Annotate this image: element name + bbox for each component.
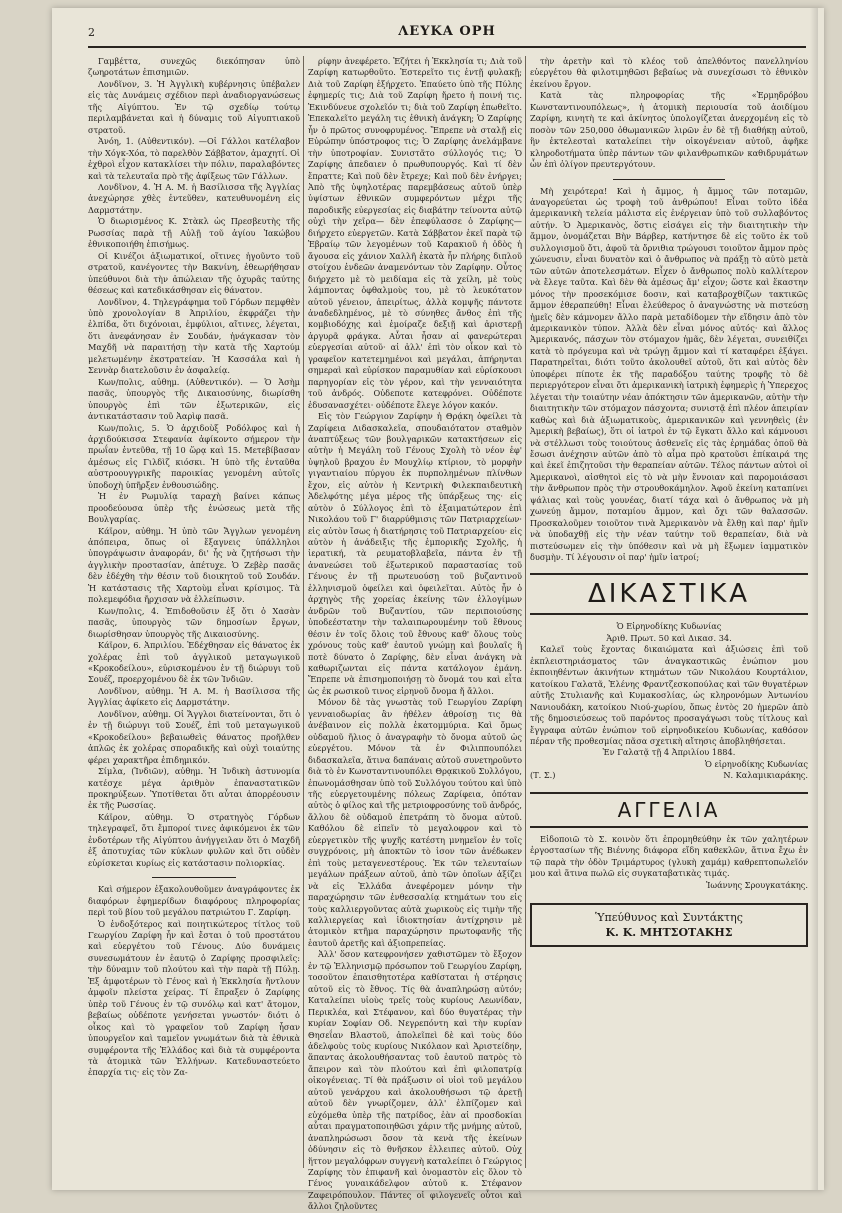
paragraph: Κων/πολις, αὐθημ. (Αὐθεντικόν). — Ὁ Ἀσὴμ πασᾶς, ὑπουργὸς τῆς Δικαιοσύνης, διωρίσθη ὑπουργὸς ἐπὶ τῶν ἐξωτερικῶν, εἰς ἀντικατάστασιν τοῦ Ἀαρὶφ πασᾶ. [88,376,300,422]
signature-line [530,770,808,781]
column-2 [308,56,522,1212]
paragraph: τὴν ἀρετὴν καὶ τὸ κλέος τοῦ ἀπελθόντος πανελληνίου εὐεργέτου θὰ φιλοτιμηθῶσι βεβαίως νὰ συνεχίσωσι τὸ ἐθνικὸν ἐκείνου ἔργον. [530,56,808,89]
paragraph: Κων/πολις, 4. Ἐπιδοθοῦσιν ἐξ ὅτι ὁ Χασὰν πασᾶς, ὑπουργὸς τῶν δημοσίων ἔργων, διωρίσθησαν ὑπουργὸς τῆς Δικαιοσύνης. [88,605,300,639]
protocol-number: Ἀριθ. Πρωτ. 50 καὶ Δικασ. 34. [606,632,732,643]
signer-name: Ν. Καλαμικιαράκης. [723,770,808,781]
paragraph: Οἱ Κινέζοι ἀξιωματικοί, οἵτινες ἡγοῦντο τοῦ στρατοῦ, κανέγοντες τὴν Βακνίνη, ἐθεωρήθησαν ὑπεύθυνοι διὰ τὴν ἀπώλειαν τῆς ὀχυρᾶς ταύτης θέσεως καὶ κατεδικάσθησαν εἰς θάνατον. [88,250,300,296]
paragraph: Λονδῖνον, αὐθημ. Ἡ Α. Μ. ἡ Βασίλισσα τῆς Ἀγγλίας ἀφίκετο εἰς Δαρμστάτην. [88,685,300,708]
dikastika-heading: ΔΙΚΑΣΤΙΚΑ [530,573,808,615]
article-separator [613,179,724,180]
aggelia-heading: ΑΓΓΕΛΙΑ [530,792,808,828]
paragraph: Ὁ διωρισμένος Κ. Στὰκλ ὡς Πρεσβευτὴς τῆς Ρωσσίας παρὰ τῇ Αὐλῇ τοῦ ἁγίου Ἰακώβου ἐθνικοποιήθη ἐπισήμως. [88,216,300,250]
paragraph: Ἀλλ' ὅσον κατεφρονήσεν χαθιστῶμεν τὸ ἔξοχον ἐν τῷ Ἑλληνισμῷ πρόσωπον τοῦ Γεωργίου Ζαρίφη, τοσοῦτον ἐπαισθητοτέρα καθίσταται ἡ στέρησις αὐτοῦ εἰς τὸ ἔθνος. Τίς θὰ ἀναπληρώσῃ αὐτόν; Καταλείπει υἱοὺς τρεῖς τοὺς κυρίους Λεωνίδαν, Περικλέα, καὶ Στέφανον, καὶ δύο θυγατέρας τὴν κυρίαν Σοφίαν Οδ. Νεγρεπόντη καὶ τὴν κυρίαν Θησεΐαν Βλαστοῦ, ἀπολεῖπεὶ δὲ καὶ τοὺς δύο ἀδελφοὺς τοὺς κυρίους Νικόλαον καὶ Ἀριστείδην, ἅπαντας ἀκολουθήσαντας τοῦ ἑαυτοῦ πατρὸς τὸ ἄπειρον καὶ τὸν πλούτου καὶ ἐπὶ φιλοπατρίᾳ οἰκογένειας. Τί θὰ πράξωσιν οἱ υἱοὶ τοῦ μεγάλου αὐτοῦ γενάρχου καὶ ἀκολουθήσωσι τῷ ἀρετῇ αὐτοῦ δὲν γνωρίζομεν, ἀλλ' ἐλπίζομεν καὶ εὐχόμεθα ὑπὲρ τῆς πατρίδος, ἐὰν αἱ προσδοκίαι αὗται πραγματοποιηθῶσι χάριν τῆς μνήμης αὐτοῦ, ἀναπληρώσωσι ὅσον τὰ κενὰ τῆς ἐκείνων ὀδύνησιν εἰς τὸ θνῆσκον ἐλλειπες αὐτοῦ. Οὐχ ἥττον μεγαλόφρων συγγενὴ καταλείπει ὁ Γεώργιος Ζαρίφης τὸν ἐπιφανῆ καὶ ὀνομαστὸν εἰς ὅλον τὸ Γένος γυναικάδελφον αὐτοῦ κ. Στέφανον Ζαφειρόπουλον. Πάντες οἱ φιλογενεῖς οὗτοι καὶ ἄλλοι ζηλοῦντες [308,949,522,1212]
page-fold-shadow [810,8,818,1190]
column-3 [530,56,808,1180]
paragraph: Εἰς τὸν Γεώργιον Ζαρίφην ἡ Θρᾴκη ὀφείλει τὰ Ζαρίφεια Διδασκαλεῖα, σπουδαιότατον σταθμὸν ἀναπτύξεως τῶν βουλγαρικῶν κατακτήσεων εἰς αὐτὴν ἡ Μεγάλη τοῦ Γένους Σχολὴ τὸ νέον ἐφ' ὑψηλοῦ βραχου ἐν Μουχλίῳ κτίριον, τὸ μορφὴν γιγαντιαίου πύργου ἐκ πυρπολημένων πλίνθων ἔχον, εἰς αὐτὸν ἡ Κεντρικὴ Φιλεκπαιδευτικὴ Ἀδελφότης μέγα μέρος τῆς ὑπάρξεως της· εἰς αὐτὸν ὁ Σύλλογος ἐπὶ τὸ ἐξαιματώτερον ἐπὶ Νικολάου τοῦ Γ' διαρρύθμισις τῶν Πατριαρχείων· εἰς αὐτὸν ἴσως ἡ διατήρησις τοῦ Πατριαρχείου· εἰς αὐτὸν ἡ ἀνάδειξις τῆς ἐμπορικῆς Σχολῆς, ἡ ἱερατική, τὰ ρευματοβλαβεῖα, πάντα ἐν τῇ ἀνανεώσει τοῦ ἐξωτερικοῦ παραστασίας τοῦ Γένους ἐν τῇ πρωτευούσῃ τοῦ βυζαντινοῦ ἑλληνισμοῦ ὀφείλει καὶ ὀφειλεῖται. Αὐτὸς ἦν ὁ ἀρχηγὸς τῆς χορείας ἐκείνης τῶν ἐλλογίμων ἀνδρῶν τοῦ Βυζαντίου, τῶν περιποιούσης ὑποδεέστατην τὴν ταλαιπωρουμένην τοῦ ἔθνους θέσιν ἐν τοῖς ὅλοις τοῦ ἔθνους καθ' ὅλους τοὺς χρόνους τοὺς καθ' ἑαυτοῦ γνώμῃ καὶ βουλαῖς ἢ ποτὲ δύνατο ὁ Ζαρίφης, δὲν εἶναι ἀνάγκη νὰ καθωριζωνται εἰς πάντα κατάλογον ἐμάνη. Ἔπρεπε νὰ ἐπισημοποιήσῃ τὸ ὄνομά του καὶ εἶτα ὡς ἐκ ρωσικοῦ τινος εἰρηνοῦ ὄνομα ἤ ἄλλοι. [308,411,522,696]
paragraph: Μόνον δὲ τὰς γνωστὰς τοῦ Γεωργίου Ζαρίφη γενναιοδωρίας ἂν ἠθέλεν ἀθροίσῃ τις θὰ ἀνέβαινον εἰς πολλὰ ἑκατομμύρια. Καὶ ὅμως οὐδαμοῦ ἤλιος ὁ ἀναγραφὴν τὸ ὄνομα αὐτοῦ ὡς εὐεργέτου. Μόνον τὰ ἐν Φιλιππουπόλει διδασκαλεῖα, ἅτινα δαπάναις αὐτοῦ συνετηροῦντο διὰ τὸ ἐν Κωνσταντινουπόλει Θρᾳκικοῦ Συλλόγου, ἐπωνομάσθησαν ὑπὸ τοῦ Συλλόγου τούτου καὶ ὑπὸ τῆς εὐεργετουμένης πόλεως Ζαρίφεια, ὁπόταν αὐτὸς ὁ φίλος καὶ τῆς μετριοφροσύνης τοῦ ἀνδρός, ἄλλου δὲ οὐδαμοῦ ἐπετράπη τὸ ὄνομα αὐτοῦ. Καθόλου δὲ εἰπεῖν τὸ μεγαλοφρον καὶ τὸ εὐεργετικὸν τῆς ψυχῆς κατέστη μνημεῖον ἐν τοῖς συγχρόνοις, μὴ ἀποκτῶν τὸ ἰσον τῶν ἀνέδωκεν ἐπὶ τοὺς μεταγενεστέρους. Ἐκ τῶν τελευταίων μεγάλων πράξεων αὐτοῦ, ἀπὸ τῶν ὁποῖων ἀξίζει νὰ εἰς Ἑλλάδα ἀνεφέρομεν μόνην τὴν παραχώρησιν τῶν ἐνθεσσαλίᾳ κτημάτων του εἰς τοὺς καλλιεργοῦντας αὐτὰ χωρικοὺς εἰς τιμὴν τῆς καλλιεργείας καὶ ἰδιοκτησίαν ἀντίχρησιν μὲ ἀτομικὸν κτῆμα παραχώρησιν πρωτοφανῆς τῆς ἑαυτοῦ ἀρετῆς καὶ ἀξιοπρεπείας. [308,697,522,948]
article-separator [152,877,237,878]
editor-box [530,903,808,947]
column-1 [88,56,300,1180]
paragraph: Κάϊρον, αὐθημ. Ὁ στρατηγὸς Γόρδων τηλεγραφεῖ, ὅτι ἔμποροί τινες ἀφικόμενοι ἐκ τῶν ἐνδοτέρων τῆς Αἰγύπτου ἀνήγγειλαν ὅτι ὁ Μαχδῆ ἐξ ἀποτυχίας τῶν κύκλων φυλῶν καὶ ὅτι οὐδὲν εὑρίσκεται κυρίως εἰς κατάστασιν πολιορκίας. [88,811,300,868]
signer-title: Ὁ εἰρηνοδίκης Κυδωνίας [704,758,808,769]
newspaper-page [52,8,824,1212]
paragraph: Μὴ χειρότερα! Καὶ ἡ ἄμμος, ἡ ἄμμος τῶν ποταμῶν, ἀναγορεύεται ὡς τροφὴ τοῦ ἀνθρώπου! Εἶναι τοῦτο ἰδέα ἀμερικανικὴ τελεία μάλιστα εἰς ἐνέργειαν ὑπὸ τοῦ συλλαβόντος αὐτήν. Ὁ Ἀμερικανὸς, ὅστις εἰσάγει εἰς τὴν διαιτητικὴν τὴν ἄμμον, ὀνομάζεται Βὴν Βάρβερ, κατήντησε δὲ εἰς τοῦτο ἐκ τοῦ συλλογισμοῦ ὅτι, ἀφοῦ τὰ ὄρνιθια τρώγουσι τοιοῦτον ἄμμον πρὸς χώνευσιν, εἶναι δυνατὸν καὶ ὁ ἄνθρωπος νὰ πράξῃ τὸ αὐτὸ μετὰ τῶν αὐτῶν ἀποτελεσμάτων. Εἶχεν ὁ ἄνθρωπος πολὺ καλλίτερον νὰ ἔλεγε ταῦτα. Καὶ δὲν θὰ ἀμέσως ἄμ' εἶχον; ὥστε καὶ ἕκαστην μόνος τὴν προσεκόμισε δοσιν, καὶ καταβροχθίζων τακτικῶς ἄμμον ἐθεραπεύθη! Εἶναι ἐλεύθερος ὁ ἀναγνώστης νὰ πιστεύσῃ ἡμεῖς δὲν κάμνομεν ἄλλο παρὰ μεταδίδομεν τὴν εἴδησιν ἀπὸ τὸν ἀμερικανικὸν τύπον. Ἀλλὰ δὲν εἶναι μόνος αὐτός· καὶ ἄλλος Ἀμερικανός, πάσχων τὸν στόμαχον ἡμᾶς, δὲν λέγεται, συνειθίζει κατὰ τὸ πρόγευμα καὶ νὰ τρώγῃ ἄμμον καὶ τί καταφέρει ἐξάγει. Παρατηρεῖται, διότι τοῦτο ἀκολουθεῖ αὐτοῦ, ὅτι καὶ αὐτὸς δὲν ὑποφέρει πίποτε ἐκ τῆς παραδόξου ταύτης τροφῆς τὸ δὲ περιεργότερον εἶναι ὅτι ἀμερικανικὴ ἰατρικὴ ἐφημερὶς ἡ Ὑπερεχος λέγεται τὴν τοιαύτην νέαν ἀπόκτησιν τῶν ἀμερικανῶν, αὐτὴν τὴν διαιτητικὴν τῶν στόμαχον πάσχοντα; συνιστᾷ ἐπὶ πλέον ἀπειρίαν καθὼς καὶ διὰ ἀξιωματικοὺς, ἀμερικανικῶν καὶ γεννηθεὶς (ἐν Ἀμερικὴ βεβαίως), ὅτι οἱ ἰατροὶ ἐν τῷ ἔγκατι ἄλλο καὶ κάμνουσι νὰ στέλλωσι τοὺς τοιούτους ἀσθενεῖς εἰς τὰς ἐρημάδας ὁποῦ θὰ ἔσωσι ἀνέχησιν αὐτῶν ἀπὸ τὸ αἷμα πρὸ κρατοῦσι ἐπίκαιρά της καὶ ἐκεῖ ἐπιζητοῦσι τὴν θεραπείαν αὐτῶν. Τέλος πάντων αὐτοὶ οἱ Ἀμερικανοὶ, αἰσθητοὶ εἰς τὸ νὰ μὴν ἔννοιαν καὶ παρομοιάσασι τὴν ἄνθρωπον πρὸς τὴν στρουθοκάμηλον. Ἀφοῦ ἐκείνη καταπίνει ψάλιας καὶ τοὺς γουνέας, διατί τάχα καὶ ὁ ἄνθρωπος νὰ μὴ χωνεύῃ ἄμμον, ποταμίου ἄμμον, καὶ ὄχι τῶν θαλασσῶν. Προσκαλοῦμεν τοιοῦτον τινὰ Ἀμερικανὸν νὰ ἔλθῃ καὶ παρ' ἡμῖν νὰ ὑποδαχθῇ εἰς τὴν νέαν ταύτην τοῦ θεραπείαν, διὰ νὰ πιστεύσωμεν εἰς τὴν ὑπόθεσιν καὶ νὰ μὴ ἔξωμεν ἰαμματικὸν δυσμὴν. Τί λέγουσιν οἱ παρ' ἡμῖν ἰατροί; [530,185,808,563]
court-name: Ὁ Εἰρηνοδίκης Κυδωνίας [616,621,722,632]
column-rule-1 [303,56,304,1168]
editor-label: Ὑπεύθυνος καὶ Συντάκτης [595,911,743,925]
seal-mark: (Τ. Σ.) [530,770,556,781]
paragraph: Λονδῖνον, 4. Ἡ Α. Μ. ἡ Βασίλισσα τῆς Ἀγγλίας ἀνεχώρησε χθὲς ἐντεῦθεν, κατευθυνομένη εἰς Δαρμστάτην. [88,181,300,215]
paragraph: Ὁ ἐνδοξότερος καὶ ποιητικώτερος τίτλος τοῦ Γεωργίου Ζαρίφη ἦν καὶ ἔσται ὁ τοῦ προστάτου καὶ εὐεργέτου τοῦ Γένους. Δύο δυνάμεις συνεσωμάτουν ἐν ἑαυτῷ ὁ Ζαρίφης προσφιλεῖς: τὴν δύναμιν τοῦ πλούτου καὶ τὴν παρὰ τῇ Πύλῃ. Ἐξ ἀμφοτέρων τὸ Γένος καὶ ἡ Ἐκκλησία ἤντλουν ἀμφοῖν πλείστα χείρας. Τί ἔπραξεν ὁ Ζαρίφης ὑπὲρ τοῦ Γένους ἐν τῷ συνόλῳ καὶ κατ' ἄτομον, βεβαίως οὐδέποτε γενήσεται γνωστόν· διότι ὁ οἶκος καὶ τὸ γραφεῖον τοῦ Ζαρίφη ἦσαν ὑπουργεῖον καὶ ταμεῖον γνωμάτων διὰ τὰ ἐθνικὰ συμφέροντα τῆς Ἑλλάδος καὶ διὰ τὰ συμφέροντα τὰ ἀτομικὰ τῶν Ἑλλήνων. Κατεδυναστεύετο ἐπαρχία τις· εἰς τὸν Ζα- [88,918,300,1078]
paragraph: Λονδῖνον, αὐθημ. Οἱ Ἄγγλοι διατείνονται, ὅτι ὁ ἐν τῇ διώρυγι τοῦ Σουέζ, ἐπὶ τοῦ μεταγωγικοῦ «Κροκοδείλου» βεβαιωθεὶς θάνατος προῆλθεν ἁπλῶς ἐκ χολέρας σποραδικῆς καὶ οὐχὶ τοιαύτης φέρει χαρακτῆρα ἐπιδημικόν. [88,708,300,765]
column-rule-2 [525,56,526,1168]
newspaper-title: ΛΕΥΚΑ ΟΡΗ [398,24,496,39]
paragraph: Γαμβέττα, συνεχῶς διεκόπησαν ὑπὸ ζωηροτάτων ἐπισημιῶν. [88,56,300,78]
paragraph: Κατὰ τὰς πληροφορίας τῆς «Ἑρμηδρόβου Κωνσταντινουπόλεως», ἡ ἀτομικὴ περιουσία τοῦ ἀοιδίμου Ζαρίφη, κινητὴ τε καὶ ἀκίνητος ὑπολογίζεται ἀνερχομένη εἰς τὸ ποσὸν τῶν 250,000 ὀθωμανικῶν λιρῶν ἐν δὲ τῇ διαθήκῃ αὐτοῦ, ἣν ἐκτελεσταὶ καταλείπει τὴν οἰκογένειαν αὐτοῦ, ἀφῆκε κληροδοτήματα ὑπὲρ πάντων τῶν φιλανθρωπικῶν καθιδρυμάτων ὧν ἐπὶ ὀλίγον πρευτεργότουν. [530,90,808,170]
announcement-body: Εἰδοποιῶ τὸ Σ. κοινὸν ὅτι ἐπρομηθεύθην ἐκ τῶν χαλητέρων ἐργοστασίων τῆς Βιέννης διάφορα εἴδη καθεκλῶν, ἅτινα ἔχω ἐν τῷ παρὰ τὴν ὁδὸν Τριμάρτυρος (γλυκὴ χαμάμ) καθρεπτοπωλεῖόν μου καὶ ἅτινα πωλῶ εἰς συγκαταβατικὰς τιμάς. [530,833,808,879]
announcement-signer: Ἰωάννης Σρουγκατάκης. [706,879,808,890]
paragraph: ρίφην ἀνεφέρετο. Ἐζήτει ἡ Ἐκκλησία τι; Διὰ τοῦ Ζαρίφη κατωρθοῦτο. Ἐστερεῖτο τις ἐντῇ φυλακῇ; Διὰ τοῦ Ζαρίφη ἐξήρχετο. Ἐπαύετο ὑπὸ τῆς Πύλης ἐφημερίς τις; Διὰ τοῦ Ζαρίφη ἤρετο ἡ ποινή τις. Ἐκινδύνευε σχολεῖόν τι; διὰ τοῦ Ζαρίφη ἐπωθεῖτο. Ἐπεκαλεῖτο μεγάλη τις ἐθνικὴ ἀνάγκη; Ὁ Ζαρίφης ἦν ὁ πρῶτος συνοφρυμένος. Ἔπρεπε νὰ σταλῇ εἰς Εὐρώπην ὑπόστροφος τις; Ὁ Ζαρίφης ἀνελάμβανε τὴν ὑποτροφίαν. Συνιστᾶτο σύλλογός τις; Ὁ Ζαρίφης ἀπεδαιεν ὁ πρωθυπουργός. Καὶ τί δὲν ἔπραττε; Καὶ ποῦ δὲν ἔτρεχε; Καὶ ποῦ δὲν ἐνήργει; Ἀπὸ τῆς ὑψηλοτέρας παρεμβάσεως αὐτοῦ ὑπὲρ ὑψίστων ἐθνικῶν συμφερόντων μέχρι τῆς παροδικῆς εὐεργεσίας εἰς διαβάτην τείνοντα αὐτῷ οὐχὶ τὴν χεῖρα— δὲν ἐπεφύλασσε ὁ Ζαρίφης—διήρχετο εὐεργετῶν. Κατὰ Σάββατον ἑκεῖ παρὰ τῷ Ἑβραίῳ τῶν λεγομένων τοῦ Καρακιοῦ ἡ ὁδὸς ἡ ἄγουσα εἰς χάνιον Χαλλῆ ἑκατὰ ἦν πλήρης διπλοῦ στοίχου ἐνδεῶν ἀναμενόντων τὸν Ζαρίφην. Οὗτος διήρχετο μὲ τὸ μειδίαμα εἰς τὰ χείλη, μὲ τοὺς λάμποντας ὀφθαλμοὺς του, μὲ τὸ λευκότατον αὐτοῦ γένειον, ἀπειρίτως, ἀλλὰ κομψῆς πάντοτε ἀναδεδλημένος, μὲ τὸ σύνηθες ἄνθος ἐπὶ τῆς κομβιοδόχης καὶ ἐμοίραζε δεξιῇ καὶ ἀριστερῇ ἀργυρᾶ φράγκα. Αὗται ἦσαν αἱ φανερώτεραι εὐεργεσίαι αὐτοῦ· αἱ ἀλλ' ἐπὶ τὸν οἶκον καὶ τὸ γραφεῖον κατετεμημένοι καὶ μεγάλαι, ἀπήρηνται σημεραὶ καὶ εὑρίσκον παραμυθίαν καὶ εὐρίσκουσι παρηγορίαν εἰς τὸν γέρον, καὶ τὴν γενναιότητα τοῦ ἀνδρός. Οὐδεποτε κατεφρόνει. Οὐδέποτε ἐδυσανασχέτει· οὐδέποτε ἔλεγε λόγον κακόν. [308,56,522,410]
notice-date: Ἐν Γαλατᾷ τῇ 4 Ἀπριλίου 1884. [602,747,736,758]
paragraph: Λονδῖνον, 3. Ἡ Ἀγγλικὴ κυβέρνησις ὑπέβαλεν εἰς τὰς Δυνάμεις σχέδιον περὶ ἀναδιοργανώσεως τῆς Αἰγύπτου. Ἐν τῷ σχεδίῳ τούτῳ περιλαμβάνεται καὶ ἡ δύναμις τοῦ Αἰγυπτιακοῦ στρατοῦ. [88,78,300,135]
paragraph: Ἀνόη, 1. (Αὐθεντικόν). —Οἱ Γάλλοι κατέλαβον τὴν Χόγκ-Χόα, τὸ παρελθὸν Σάββατον, ἀμαχητί. Οἱ ἐχθροὶ εἶχον κατακλίσει τὴν πόλιν, παραλαβόντες καὶ τὰ τελευταῖα πρὸ τῆς ἀφίξεως τῶν Γάλλων. [88,136,300,181]
page-number: 2 [88,26,95,39]
paragraph: Ἡ ἐν Ρωμυλίᾳ ταραχὴ βαίνει κάπως προοδεύουσα ὑπὲρ τῆς ἑνώσεως μετὰ τῆς Βουλγαρίας. [88,491,300,525]
paragraph: Κων/πολις, 5. Ὁ ἀρχιδοὺξ Ροδόλφος καὶ ἡ ἀρχιδούκισσα Στεφανία ἀφίκοντο σήμερον τὴν πρωΐαν ἐντεῦθα, τῇ 10 ὥρᾳ καὶ 15. Μετεβίβασαν ἀμέσως εἰς Γιλδὶζ κιόσκι. Ἡ ὑπὸ τῆς ἐνταῦθα αὐστροουγγρικῆς παροικίας γενομένη αὐτοῖς ὑποδοχὴ ὑπῆρξεν ἐνθουσιώδης. [88,422,300,490]
paragraph: Λονδῖνον, 4. Τηλεγράφημα τοῦ Γόρδων πεμφθὲν ὑπὸ χρονολογίαν 8 Ἀπριλίου, ἐκφράζει τὴν ἐλπίδα, ὅτι διχόνοιαι, ἐμφύλιοι, αἵτινες, λέγεται, ὅτι ἀνεφάνησαν ἐν Σουδάν, ἠνάγκασαν τὸν Μαχδῆ νὰ παραιτήσῃ τὴν κατὰ τῆς Χαρτούμ μελετωμένην ἐκστρατείαν. Ἡ Κασσάλα καὶ ἡ Σεννὰρ διατελοῦσιν ἐν ἀσφαλείᾳ. [88,296,300,376]
paragraph: Κάϊρον, 6. Ἀπριλίου. Ἐδέχθησαν εἰς θάνατος ἐκ χολέρας ἐπὶ τοῦ ἀγγλικοῦ μεταγωγικοῦ «Κροκοδείλου», εὑρισκομένου ἐν τῇ διώρυγι τοῦ Σουέζ, προερχομένου δὲ ἐκ τῶν Ἰνδιῶν. [88,640,300,685]
paragraph: Καὶ σήμερον ἐξακολουθοῦμεν ἀναγράφοντες ἐκ διαφόρων ἐφημερίδων διαφόρους πληροφορίας περὶ τοῦ βίου τοῦ μεγάλου πατριώτου Γ. Ζαρίφη. [88,884,300,918]
editor-name: Κ. Κ. ΜΗΤΣΟΤΑΚΗΣ [605,926,733,940]
paragraph: Σίμλα, (Ἰνδιῶν), αὐθημ. Ἡ Ἰνδικὴ ἀστυνομία κατέσχε μέγα ἀριθμὸν ἐπαναστατικῶν προκηρύξεων. Ὑποτίθεται ὅτι αὗται ἀπορρέουσιν ἐκ τῆς Ρωσσίας. [88,766,300,811]
court-notice-body: Καλεῖ τοὺς ἔχοντας δικαιώματα καὶ ἀξιώσεις ἐπὶ τοῦ ἐκπλειστηριάσματος τῶν ἀναγκαστικῶς ἐνώπιον μου ἐκποιηθέντων ἀκινήτων κτημάτων τῶν Νικολάου Κουρτάλιον, κατοίκου Γαλατᾶ, Ἑλένης Φραντζεσκοπούλας καὶ τῶν θυγατέρων αὐτῆς Στυλιανῆς καὶ Κυμακοσλίας, ὡς κληρονόμων Ἀντωνίου Νανιουδάκη, κατοίκου Νιού-χωρίου, ὅπως ἐντὸς 20 ἡμερῶν ἀπὸ τῆς δημοσιεύσεως τοῦ παρόντος προσαγάγωσι τοὺς τίτλους καὶ ἔγγραφα αὐτῶν ἐνώπιον τοῦ εἰρηνοδικείου Κυδωνίας, καθόσον πέραν τῆς προθεσμίας πᾶσα σχετικὴ αἴτησις ἀποβληθήσεται. [530,644,808,747]
paragraph: Κάϊρον, αὐθημ. Ἡ ὑπὸ τῶν Ἄγγλων γενομένη ἀπόπειρα, ὅπως οἱ ἔξαγνεις ὑπάλληλοι ὑπογράψωσιν ἀναφοράν, δι' ἧς νὰ ζητήσωσι τὴν ἀγγλικὴν προστασίαν, ἀπέτυχε. Ὁ Ζεβὲρ πασᾶς δὲν ἐδέχθη τὴν θέσιν τοῦ διοικητοῦ τοῦ Σουδάν. Ἡ κατάστασις τῆς Χαρτοὺμ εἶναι κρίσιμος. Τὰ πολεμεφόδια ἤρχισαν νὰ ἐλλείπωσιν. [88,525,300,605]
masthead [88,22,806,48]
